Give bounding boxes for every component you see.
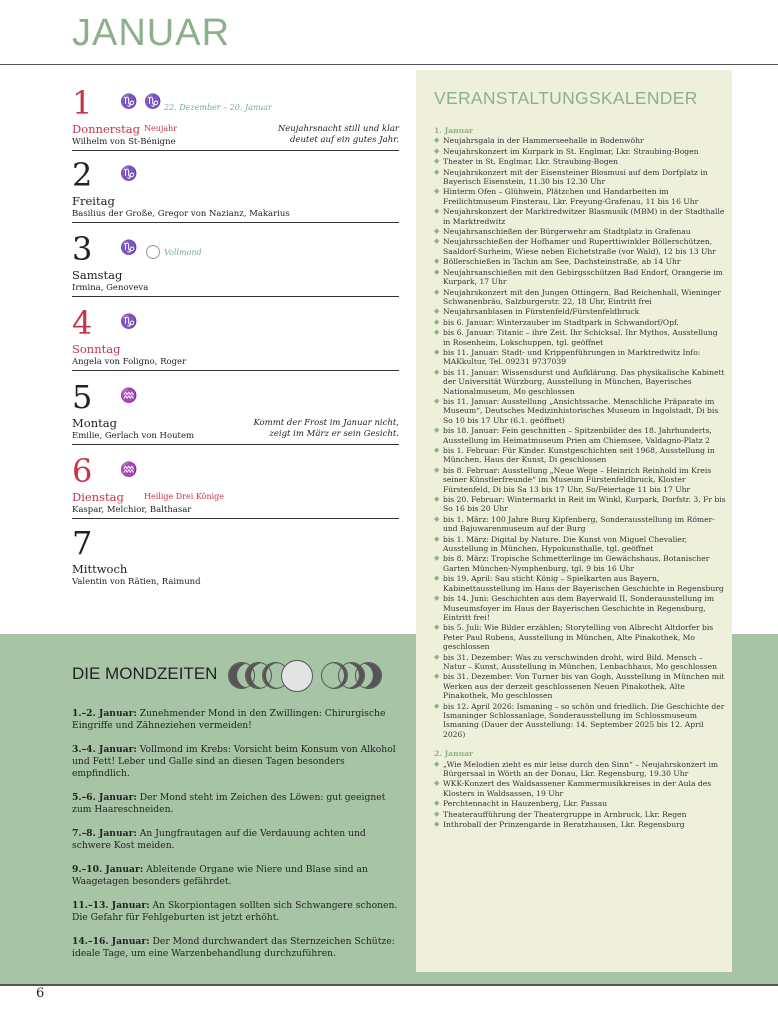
moon-item: 14.–16. Januar: Der Mond durchwandert das Sternzeichen Schütze: ideale Tage, um eine Warzenbehandlung durchzuführen.: [72, 936, 395, 959]
saint-names: Wilhelm von St-Bénigne: [72, 137, 176, 147]
weekday: Samstag: [72, 268, 123, 282]
page-title: JANUAR: [72, 12, 231, 54]
event-item: ◆ Theater in St. Englmar, Lkr. Straubing-Bogen: [434, 157, 726, 166]
day-entry-7: [72, 526, 399, 590]
event-item: ◆ bis 8. März: Tropische Schmetterlinge im Gewächshaus, Botanischer Garten München-Nymphenburg, tgl. 9 bis 16 Uhr: [434, 554, 726, 573]
day-entry-4: [72, 306, 399, 371]
event-item: ◆ Neujahrsgala in der Hammerseehalle in Bodenwöhr: [434, 136, 726, 145]
event-item: ◆ Neujahrskonzert mit der Eisensteiner Blosmusi auf dem Dorfplatz in Bayerisch Eisenstein, 11.30 bis 12.30 Uhr: [434, 168, 726, 187]
event-item: ◆ bis 11. Januar: Ausstellung „Ansichtssache. Menschliche Präparate im Museum“, Deutsches Medizinhistorisches Museum in Ingolstadt, Di bis So 10 bis 17 Uhr (6.1. geöffnet): [434, 397, 726, 425]
event-item: ◆ bis 8. Februar: Ausstellung „Neue Wege – Heinrich Reinhold im Kreis seiner Künstlerfreunde“ im Museum Fürstenfeldbruck, Kloster Fürstenfeld, Di bis Sa 13 bis 17 Uhr, So/Feiertage 11 bis 17 Uhr: [434, 466, 726, 494]
saint-names: Basilius der Große, Gregor von Nazianz, Makarius: [72, 209, 290, 219]
event-item: ◆ Theateraufführung der Theatergruppe in Arnbruck, Lkr. Regen: [434, 810, 726, 819]
capricorn-sign-icon: ♑: [144, 94, 162, 110]
day-entry-3: [72, 232, 399, 297]
saint-names: Valentin von Rätien, Raimund: [72, 577, 201, 587]
moon-item: 11.–13. Januar: An Skorpiontagen sollten sich Schwangere schonen. Die Gefahr für Fehlgeburten ist jetzt erhöht.: [72, 900, 398, 923]
saint-names: Irmina, Genoveva: [72, 283, 149, 293]
day-entry-1: [72, 86, 399, 151]
event-item: ◆ Inthroball der Prinzengarde in Beratzhausen, Lkr. Regensburg: [434, 820, 726, 829]
footer-rule: [0, 984, 778, 986]
event-item: ◆ Hinterm Ofen – Glühwein, Plätzchen und Handarbeiten im Freilichtmuseum Finsterau, Lkr. Freyung-Grafenau, 11 bis 16 Uhr: [434, 187, 726, 206]
event-item: ◆ Neujahrskonzert der Marktredwitzer Blasmusik (MBM) in der Stadthalle in Marktredwitz: [434, 207, 726, 226]
weekday: Dienstag: [72, 490, 124, 504]
event-item: ◆ Neujahrsanblasen in Fürstenfeld/Fürstenfeldbruck: [434, 307, 726, 316]
events-calendar: [416, 70, 732, 972]
day-number: 5: [72, 378, 93, 416]
events-day-2: [434, 760, 726, 830]
event-item: ◆ WKK-Konzert des Waldsassener Kammermusikkreises in der Aula des Klosters in Waldsassen, 19 Uhr: [434, 779, 726, 798]
event-item: ◆ bis 18. Januar: Fein geschnitten – Spitzenbilder des 18. Jahrhunderts, Ausstellung im Heimatmuseum Prien am Chiemsee, Valdagno-Platz 2: [434, 426, 726, 445]
header-rule: [0, 64, 778, 65]
saint-names: Emilie, Gerlach von Houtem: [72, 431, 195, 441]
event-item: ◆ Neujahrskonzert im Kurpark in St. Englmar, Lkr. Straubing-Bogen: [434, 147, 726, 156]
capricorn-icon: ♑: [120, 314, 138, 330]
full-moon-icon: [146, 245, 160, 259]
moon-item: 7.–8. Januar: An Jungfrautagen auf die Verdauung achten und schwere Kost meiden.: [72, 828, 366, 851]
day-number: 6: [72, 452, 93, 490]
holiday: Neujahr: [144, 124, 178, 133]
event-item: ◆ bis 20. Februar: Wintermarkt in Reit im Winkl, Kurpark, Dorfstr. 3, Fr bis So 16 bis 20 Uhr: [434, 495, 726, 514]
event-item: ◆ bis 11. Januar: Wissensdurst und Aufklärung. Das physikalische Kabinett der Universität Würzburg, Ausstellung in München, Bayerisches Nationalmuseum, Mo geschlossen: [434, 368, 726, 396]
event-item: ◆ bis 12. April 2026: Ismaning – so schön und friedlich. Die Geschichte der Ismaninger Schlossanlage, Sonderausstellung im Schlossmuseum Ismaning (Dauer der Ausstellung: 14. September 2025 bis 12. April 2026): [434, 702, 726, 740]
event-item: ◆ Neujahrskonzert mit den Jungen Ottingern, Bad Reichenhall, Wieninger Schwanenbräu, Salzburgerstr. 22, 18 Uhr, Eintritt frei: [434, 288, 726, 307]
saint-names: Kaspar, Melchior, Balthasar: [72, 505, 192, 515]
event-item: ◆ bis 31. Dezember: Von Turner bis van Gogh, Ausstellung in München mit Werken aus der derzeit geschlossenen Neuen Pinakothek, Alte Pinakothek, Mo geschlossen: [434, 672, 726, 700]
day-number: 2: [72, 156, 93, 194]
crescent-moon-icon: [355, 662, 382, 689]
capricorn-icon: ♑: [120, 166, 138, 182]
events-day-1: [434, 136, 726, 739]
weekday: Montag: [72, 416, 117, 430]
moon-times-title: DIE MONDZEITEN: [72, 664, 218, 683]
zodiac-dates: 22. Dezember – 20. Januar: [164, 103, 272, 112]
event-item: ◆ „Wie Melodien zieht es mir leise durch den Sinn“ – Neujahrskonzert im Bürgersaal in Wörth an der Donau, Lkr. Regensburg, 19.30 Uhr: [434, 760, 726, 779]
event-item: ◆ bis 5. Juli: Wie Bilder erzählen: Storytelling von Albrecht Altdorfer bis Peter Paul Rubens, Ausstellung in München, Alte Pinakothek, Mo geschlossen: [434, 623, 726, 651]
page-number: 6: [36, 986, 45, 1001]
events-calendar-title: VERANSTALTUNGSKALENDER: [434, 88, 698, 108]
event-item: ◆ Neujahrsanschießen mit den Gebirgsschützen Bad Endorf, Orangerie im Kurpark, 17 Uhr: [434, 268, 726, 287]
weekday: Sonntag: [72, 342, 121, 356]
event-date-heading: 2. Januar: [434, 749, 474, 759]
day-entry-6: [72, 454, 399, 519]
event-item: ◆ bis 1. März: Digital by Nature. Die Kunst von Miguel Chevalier, Ausstellung in München, Hypokunsthalle, tgl. geöffnet: [434, 535, 726, 554]
event-item: ◆ bis 31. Dezember: Was zu verschwinden droht, wird Bild. Mensch – Natur – Kunst, Ausstellung in München, Lenbachhaus, Mo geschlossen: [434, 653, 726, 672]
event-item: ◆ Perchtennacht in Hauzenberg, Lkr. Passau: [434, 799, 726, 808]
moon-times-list: [72, 708, 402, 972]
weather-saying: Kommt der Frost im Januar nicht, zeigt im März er sein Gesicht.: [253, 418, 399, 439]
event-item: ◆ bis 19. April: Sau sticht König – Spielkarten aus Bayern, Kabinettausstellung im Haus der Bayerischen Geschichte in Regensburg: [434, 574, 726, 593]
saint-names: Angela von Foligno, Roger: [72, 357, 187, 367]
weather-saying: Neujahrsnacht still und klar deutet auf ein gutes Jahr.: [277, 124, 399, 145]
aquarius-icon: ♒: [120, 462, 138, 478]
weekday: Mittwoch: [72, 562, 128, 576]
event-item: ◆ bis 14. Juni: Geschichten aus dem Bayerwald II, Sonderausstellung im Museumsfoyer im Haus der Bayerischen Geschichte in Regensburg, Eintritt frei!: [434, 594, 726, 622]
moon-item: 3.–4. Januar: Vollmond im Krebs: Vorsicht beim Konsum von Alkohol und Fett! Leber und Galle sind an diesen Tagen besonders empfindlich.: [72, 744, 396, 779]
weekday: Donnerstag: [72, 122, 141, 136]
capricorn-icon: ♑: [120, 240, 138, 256]
moon-item: 1.–2. Januar: Zunehmender Mond in den Zwillingen: Chirurgische Eingriffe und Zähneziehen vermeiden!: [72, 708, 386, 731]
event-item: ◆ bis 11. Januar: Stadt- und Krippenführungen in Marktredwitz Info: MAKkultur, Tel. 09231 9737039: [434, 348, 726, 367]
capricorn-icon: ♑: [120, 94, 138, 110]
day-number: 7: [72, 524, 93, 562]
event-item: ◆ bis 6. Januar: Titanic – ihre Zeit. Ihr Schicksal. Ihr Mythos, Ausstellung in Rosenheim, Lokschuppen, tgl. geöffnet: [434, 328, 726, 347]
moon-phase-label: Vollmond: [164, 248, 202, 257]
event-date-heading: 1. Januar: [434, 126, 474, 135]
moon-item: 9.–10. Januar: Ableitende Organe wie Niere und Blase sind an Waagetagen besonders gefährdet.: [72, 864, 368, 887]
day-number: 3: [72, 230, 93, 268]
day-entry-2: [72, 158, 399, 223]
event-item: ◆ Neujahrsschießen der Hofhamer und Ruperttiwinkler Böllerschützen, Saaldorf-Surheim, Wiese neben Eichetstraße (vor Wald), 12 bis 13 Uhr: [434, 237, 726, 256]
event-item: ◆ bis 1. März: 100 Jahre Burg Kipfenberg, Sonderausstellung im Römer- und Bajuwarenmuseum auf der Burg: [434, 515, 726, 534]
day-number: 1: [72, 84, 93, 122]
event-item: ◆ Böllerschießen in Tachin am See, Dachsteinstraße, ab 14 Uhr: [434, 257, 726, 266]
weekday: Freitag: [72, 194, 115, 208]
holiday: Heilige Drei Könige: [144, 492, 225, 501]
aquarius-icon: ♒: [120, 388, 138, 404]
events-list: [434, 126, 726, 830]
day-number: 4: [72, 304, 93, 342]
event-item: ◆ bis 1. Februar: Für Kinder. Kunstgeschichten seit 1968, Ausstellung in München, Haus der Kunst, Di geschlossen: [434, 446, 726, 465]
event-item: ◆ bis 6. Januar: Winterzauber im Stadtpark in Schwandorf/Opf.: [434, 318, 726, 327]
day-entry-5: [72, 380, 399, 445]
moon-item: 5.–6. Januar: Der Mond steht im Zeichen des Löwen: gut geeignet zum Haareschneiden.: [72, 792, 386, 815]
event-item: ◆ Neujahrsanschießen der Bürgerwehr am Stadtplatz in Grafenau: [434, 227, 726, 236]
full-moon-icon: [281, 660, 313, 692]
